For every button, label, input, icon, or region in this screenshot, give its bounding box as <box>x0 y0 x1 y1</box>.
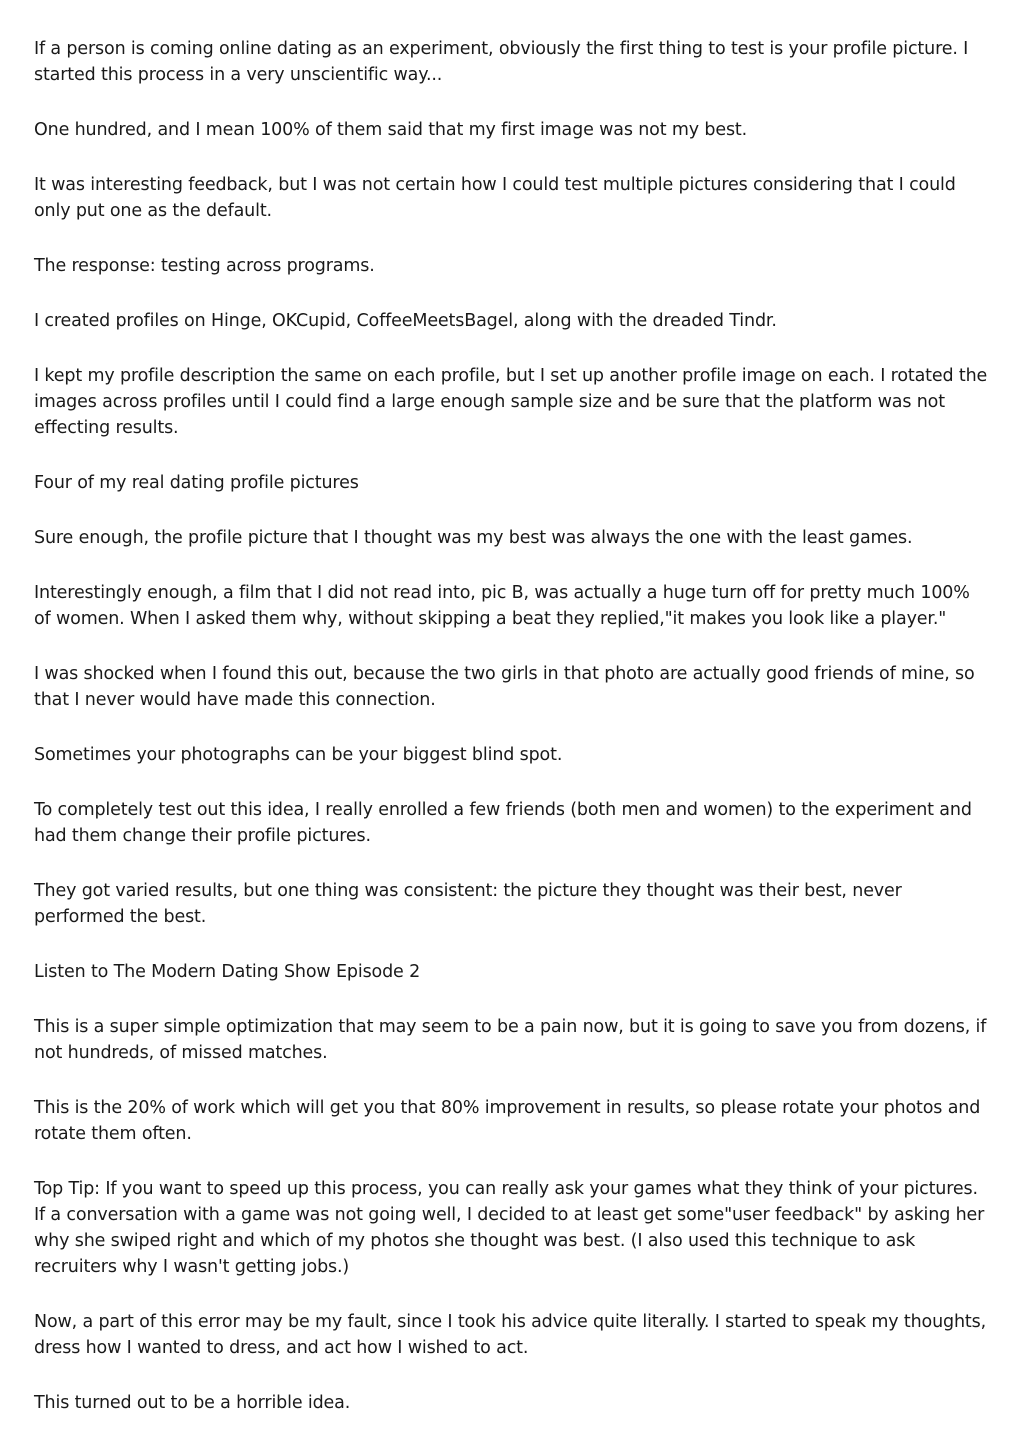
paragraph-created-profiles: I created profiles on Hinge, OKCupid, CoffeeMeetsBagel, along with the dreaded Tindr. <box>34 311 777 331</box>
paragraph-blind-spot: Sometimes your photographs can be your biggest blind spot. <box>34 745 563 765</box>
paragraph-top-tip: Top Tip: If you want to speed up this process, you can really ask your games what they think of your pictures. If a conversation with a game was not going well, I decided to at least get some"user feedback" by asking her why she swiped right and which of my photos she thought was best. (I also used this technique to ask recruiters why I wasn't getting jobs.) <box>34 1179 985 1277</box>
paragraph-simple-optimization: This is a super simple optimization that may seem to be a pain now, but it is going to save you from dozens, if not hundreds, of missed matches. <box>34 1017 987 1063</box>
paragraph-pic-b: Interestingly enough, a film that I did not read into, pic B, was actually a huge turn off for pretty much 100% of women. When I asked them why, without skipping a beat they replied,"it makes you look like a player." <box>34 583 970 629</box>
paragraph-enrolled-friends: To completely test out this idea, I really enrolled a few friends (both men and women) to the experiment and had them change their profile pictures. <box>34 800 972 846</box>
paragraph-profile-picture-test: If a person is coming online dating as an experiment, obviously the first thing to test is your profile picture. I started this process in a very unscientific way... <box>34 39 969 85</box>
paragraph-least-games: Sure enough, the profile picture that I thought was my best was always the one with the least games. <box>34 528 913 548</box>
paragraph-twenty-percent: This is the 20% of work which will get you that 80% improvement in results, so please rotate your photos and rotate them often. <box>34 1098 981 1144</box>
paragraph-multiple-pictures: It was interesting feedback, but I was not certain how I could test multiple pictures considering that I could only put one as the default. <box>34 175 956 221</box>
paragraph-my-fault: Now, a part of this error may be my fault, since I took his advice quite literally. I started to speak my thoughts, dress how I wanted to dress, and act how I wished to act. <box>34 1312 987 1358</box>
paragraph-four-pictures-caption: Four of my real dating profile pictures <box>34 473 359 493</box>
paragraph-shocked: I was shocked when I found this out, because the two girls in that photo are actually good friends of mine, so that I never would have made this connection. <box>34 664 975 710</box>
paragraph-testing-across-programs: The response: testing across programs. <box>34 256 375 276</box>
paragraph-varied-results: They got varied results, but one thing was consistent: the picture they thought was their best, never performed the best. <box>34 881 902 927</box>
paragraph-rotated-images: I kept my profile description the same on each profile, but I set up another profile image on each. I rotated the images across profiles until I could find a large enough sample size and be sure that the platform was not effecting results. <box>34 366 988 438</box>
paragraph-first-image-feedback: One hundred, and I mean 100% of them said that my first image was not my best. <box>34 120 748 140</box>
paragraph-listen-episode: Listen to The Modern Dating Show Episode 2 <box>34 962 421 982</box>
paragraph-horrible-idea: This turned out to be a horrible idea. <box>34 1393 351 1413</box>
